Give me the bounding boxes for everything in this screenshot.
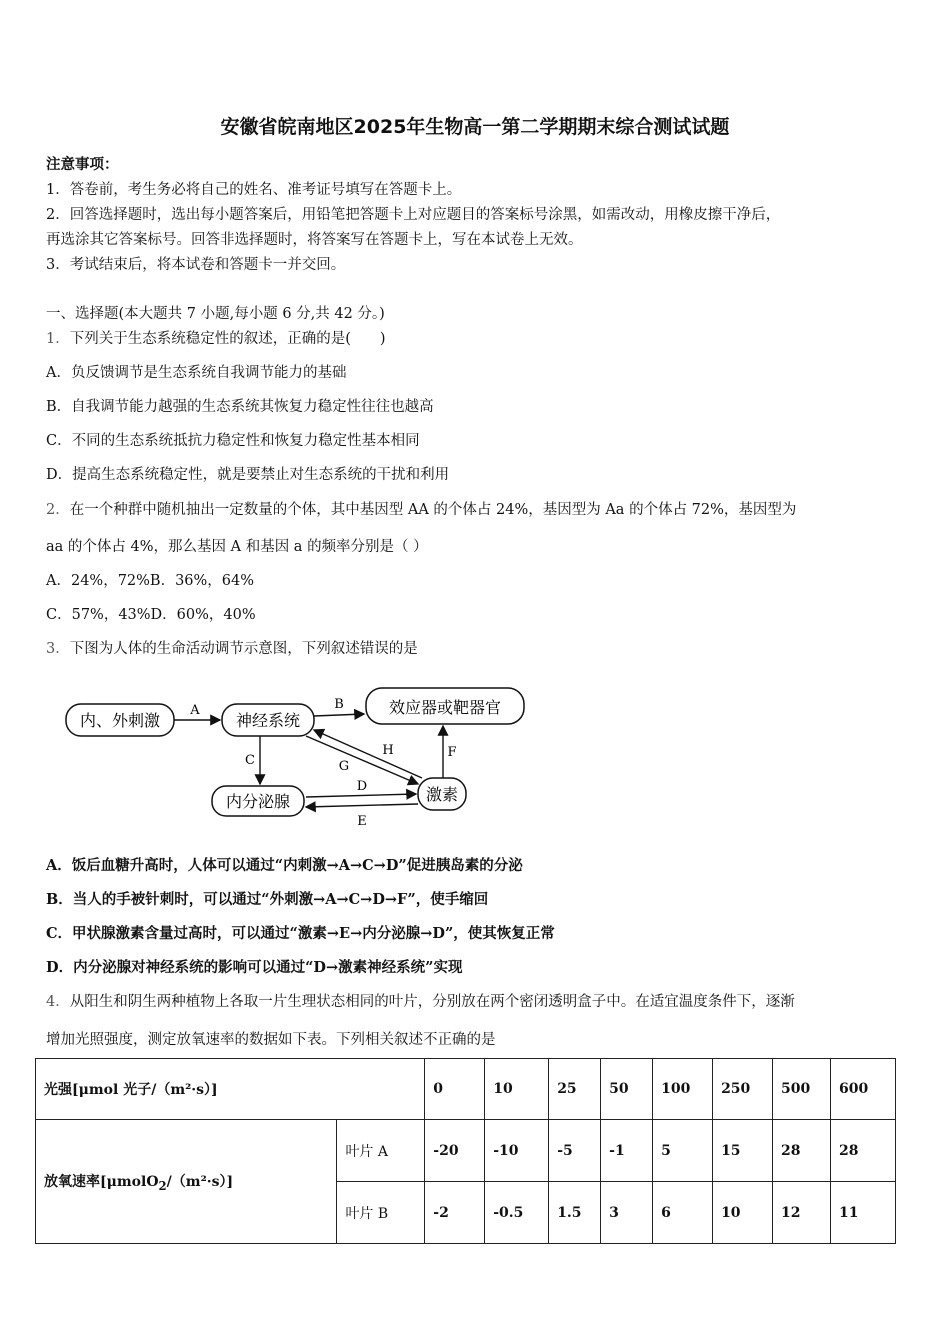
option-d: D．提高生态系统稳定性，就是要禁止对生态系统的干扰和利用 (46, 467, 450, 483)
arrow-h-label: H (382, 743, 394, 758)
option-row: A．24%，72%B．36%，64% (46, 573, 255, 589)
option-b: B．当人的手被针刺时，可以通过“外刺激→A→C→D→F”，使手缩回 (46, 891, 489, 908)
table-cell: 500 (773, 1059, 831, 1120)
oxygen-rate-table (35, 1058, 896, 1244)
question-number: 3． (46, 641, 70, 657)
table-cell: 250 (713, 1059, 773, 1120)
hormone-label: 激素 (425, 785, 459, 804)
table-cell: -10 (485, 1120, 549, 1182)
effector-label: 效应器或靶器官 (388, 698, 502, 717)
arrow-g-label: G (338, 759, 350, 774)
section-heading: 一、选择题(本大题共 7 小题,每小题 6 分,共 42 分。) (46, 306, 385, 322)
page-title: 安徽省皖南地区2025年生物高一第二学期期末综合测试试题 (220, 116, 730, 138)
question-2 (46, 498, 796, 519)
table-cell: 11 (830, 1182, 895, 1244)
subscript: 2 (158, 1178, 167, 1193)
question-stem-continued: aa 的个体占 4%，那么基因 A 和基因 a 的频率分别是（ ） (46, 539, 428, 555)
option-d: D．内分泌腺对神经系统的影响可以通过“D→激素神经系统”实现 (46, 959, 463, 976)
oxygen-rate-label: 放氧速率[μmolO (44, 1173, 159, 1190)
arrow-b-label: B (334, 697, 344, 712)
arrow-c-label: C (245, 753, 255, 768)
arrow-g (306, 736, 418, 784)
question-3 (46, 637, 418, 658)
oxygen-rate-header (36, 1120, 337, 1244)
table-cell: -20 (425, 1120, 485, 1182)
table-cell: 28 (830, 1120, 895, 1182)
option-a: A．饭后血糖升高时，人体可以通过“内刺激→A→C→D”促进胰岛素的分泌 (46, 857, 523, 874)
table-cell: -0.5 (485, 1182, 549, 1244)
question-stem: 从阳生和阴生两种植物上各取一片生理状态相同的叶片，分别放在两个密闭透明盒子中。在适宜温度条件下，逐渐 (69, 994, 795, 1010)
table-row (36, 1059, 896, 1120)
table-cell: 10 (713, 1182, 773, 1244)
table-cell: -1 (601, 1120, 653, 1182)
notice-item: 2．回答选择题时，选出每小题答案后，用铅笔把答题卡上对应题目的答案标号涂黑，如需改动，用橡皮擦干净后， (46, 207, 781, 223)
table-cell: -5 (549, 1120, 601, 1182)
oxygen-rate-unit: /（m²·s）] (166, 1173, 234, 1190)
table-cell: 12 (773, 1182, 831, 1244)
table-cell: 10 (485, 1059, 549, 1120)
arrow-e (306, 804, 418, 807)
option-row: C．57%，43%D．60%，40% (46, 607, 256, 623)
table-cell: 0 (425, 1059, 485, 1120)
endocrine-gland-label: 内分泌腺 (225, 792, 291, 811)
table-cell: 3 (601, 1182, 653, 1244)
question-number: 1． (46, 331, 70, 347)
table-cell: -2 (425, 1182, 485, 1244)
table-cell: 50 (601, 1059, 653, 1120)
question-number: 2． (46, 502, 70, 518)
nervous-system-label: 神经系统 (235, 711, 301, 730)
table-cell: 1.5 (549, 1182, 601, 1244)
notice-item: 1．答卷前，考生务必将自己的姓名、准考证号填写在答题卡上。 (46, 182, 462, 198)
arrow-b (314, 714, 364, 716)
table-cell: 5 (653, 1120, 713, 1182)
notice-item: 再选涂其它答案标号。回答非选择题时，将答案写在答题卡上，写在本试卷上无效。 (46, 232, 583, 248)
leaf-a-label: 叶片 A (337, 1120, 425, 1182)
table-row (36, 1120, 896, 1182)
question-4 (46, 990, 795, 1011)
question-stem: 下列关于生态系统稳定性的叙述，正确的是( ) (69, 331, 386, 347)
question-1 (46, 327, 386, 348)
option-a: A．负反馈调节是生态系统自我调节能力的基础 (46, 365, 347, 381)
table-cell: 600 (830, 1059, 895, 1120)
table-cell: 15 (713, 1120, 773, 1182)
light-intensity-header: 光强[μmol 光子/（m²·s）] (36, 1059, 425, 1120)
option-c: C．不同的生态系统抵抗力稳定性和恢复力稳定性基本相同 (46, 433, 420, 449)
stimulus-label: 内、外刺激 (79, 711, 161, 730)
leaf-b-label: 叶片 B (337, 1182, 425, 1244)
question-number: 4． (46, 994, 70, 1010)
table-cell: 100 (653, 1059, 713, 1120)
notice-item: 3．考试结束后，将本试卷和答题卡一并交回。 (46, 257, 346, 273)
question-stem: 下图为人体的生命活动调节示意图，下列叙述错误的是 (69, 641, 418, 657)
arrow-h (314, 730, 422, 778)
option-c: C．甲状腺激素含量过高时，可以通过“激素→E→内分泌腺→D”，使其恢复正常 (46, 925, 555, 942)
question-stem: 在一个种群中随机抽出一定数量的个体，其中基因型 AA 的个体占 24%，基因型为 Aa 的个体占 72%，基因型为 (69, 502, 797, 518)
table-cell: 6 (653, 1182, 713, 1244)
regulation-diagram (62, 680, 542, 830)
arrow-d (306, 794, 416, 797)
table-cell: 25 (549, 1059, 601, 1120)
arrow-a-label: A (190, 703, 200, 718)
option-b: B．自我调节能力越强的生态系统其恢复力稳定性往往也越高 (46, 399, 434, 415)
arrow-d-label: D (356, 779, 368, 794)
notice-heading: 注意事项： (46, 156, 119, 173)
table-cell: 28 (773, 1120, 831, 1182)
question-stem-continued: 增加光照强度，测定放氧速率的数据如下表。下列相关叙述不正确的是 (46, 1032, 496, 1048)
arrow-e-label: E (357, 814, 367, 829)
arrow-f-label: F (447, 745, 457, 760)
